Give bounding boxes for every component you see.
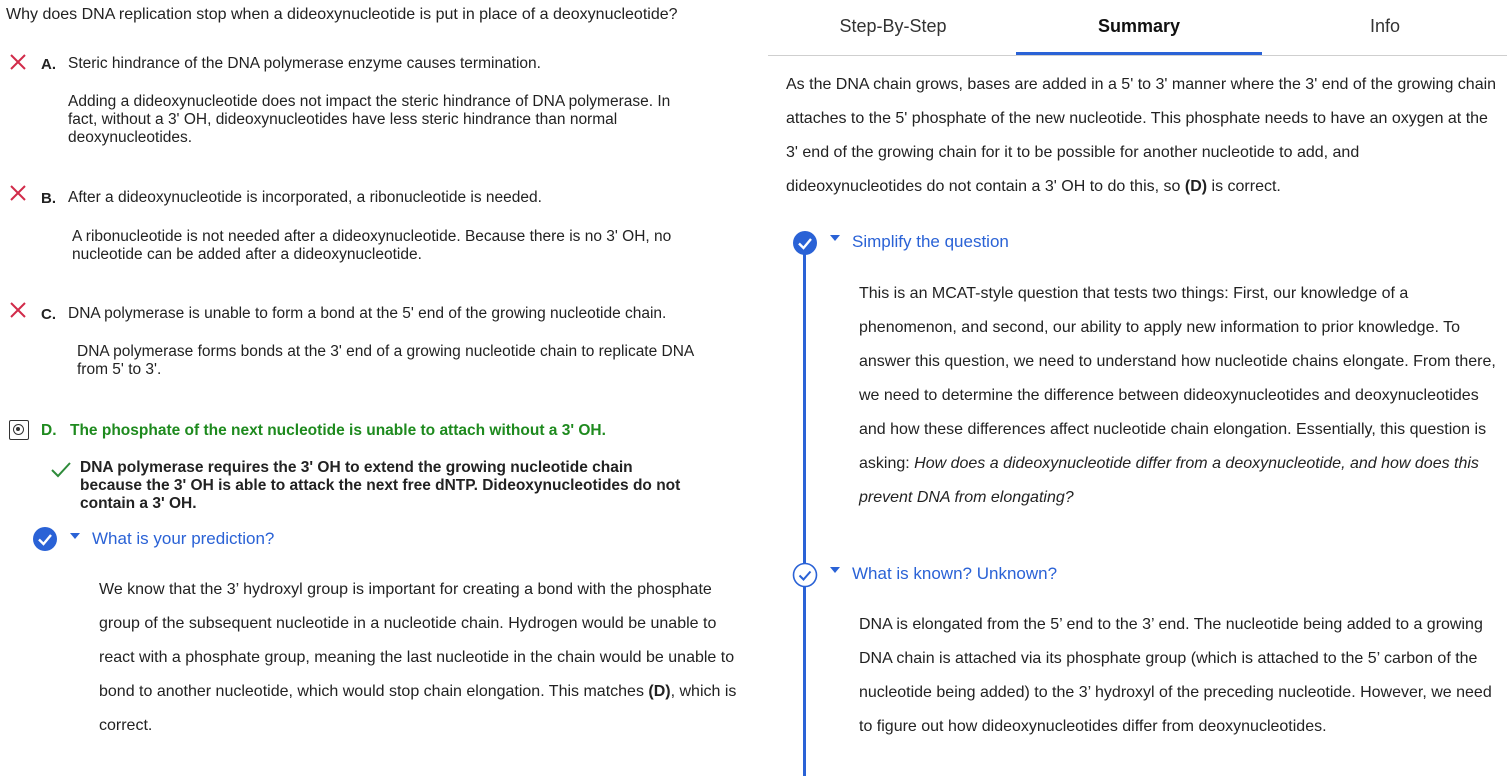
option-c-letter[interactable]: C.: [41, 306, 56, 323]
summary-answer: (D): [1184, 178, 1208, 195]
incorrect-x-icon: [9, 184, 27, 202]
explanation-line: because the 3' OH is able to attack the next free dNTP. Dideoxynucleotides do not: [80, 477, 681, 494]
prediction-step-title[interactable]: What is your prediction?: [92, 529, 275, 548]
option-a-text[interactable]: Steric hindrance of the DNA polymerase enzyme causes termination.: [68, 55, 541, 72]
step-body-text: This is an MCAT-style question that tests two things: First, our knowledge of a phenomenon, and second, our ability to apply new information to prior knowledge. To answer this question, we need to understand how nucleotide chains elongate. From there, we need to determine the difference between dideoxynucleotides and deoxynucleotides and how these differences affect nucleotide chain elongation. Essentially, this question is asking:: [859, 285, 1496, 472]
chevron-down-icon[interactable]: [830, 567, 840, 573]
incorrect-x-icon: [9, 301, 27, 319]
tab-summary[interactable]: Summary: [1097, 16, 1181, 36]
step-simplify-body: [859, 277, 1499, 515]
step-simplify-title[interactable]: Simplify the question: [852, 232, 1009, 251]
explanation-line: Adding a dideoxynucleotide does not impact the steric hindrance of DNA polymerase. In: [68, 93, 671, 110]
tab-info[interactable]: Info: [1369, 16, 1401, 36]
step-known-title[interactable]: What is known? Unknown?: [852, 564, 1058, 583]
check-circle-icon: [792, 230, 818, 256]
option-d-letter[interactable]: D.: [41, 422, 57, 439]
incorrect-x-icon: [9, 53, 27, 71]
option-a-explanation: [68, 93, 670, 147]
option-d-explanation: [80, 459, 740, 513]
step-known-body: DNA is elongated from the 5’ end to the 3’ end. The nucleotide being added to a growing DNA chain is attached via its phosphate group (which is attached to the 5’ carbon of the nucleotide being added) to the 3’ hydroxyl of the preceding nucleotide. However, we need to figure out how dideoxynucleotides differ from deoxynucleotides.: [859, 616, 1492, 735]
step-body-question: How does a dideoxynucleotide differ from a deoxynucleotide, and how does this prevent DNA from elongating?: [859, 455, 1479, 506]
option-d-text[interactable]: The phosphate of the next nucleotide is unable to attach without a 3' OH.: [70, 422, 606, 439]
summary-body-end: is correct.: [1207, 178, 1281, 195]
prediction-text-end: , which is correct.: [99, 683, 737, 734]
tab-step-by-step[interactable]: Step-By-Step: [839, 16, 947, 36]
chevron-down-icon[interactable]: [70, 533, 80, 539]
explanation-line: DNA polymerase forms bonds at the 3' end of a growing nucleotide chain to replicate DNA: [77, 343, 695, 360]
check-circle-icon: [32, 526, 58, 552]
explanation-line: nucleotide can be added after a dideoxynucleotide.: [72, 246, 422, 263]
option-c-text[interactable]: DNA polymerase is unable to form a bond at the 5' end of the growing nucleotide chain.: [68, 305, 667, 322]
prediction-step-body: [99, 573, 747, 743]
check-circle-outline-icon: [792, 562, 818, 588]
explanation-line: DNA polymerase requires the 3' OH to extend the growing nucleotide chain: [80, 459, 633, 476]
summary-body: As the DNA chain grows, bases are added in a 5' to 3' manner where the 3' end of the growing chain attaches to the 5' phosphate of the new nucleotide. This phosphate needs to have an oxygen at the 3' end of the growing chain for it to be possible for another nucleotide to add, and dideoxynucleotides do not contain a 3' OH to do this, so: [786, 76, 1497, 195]
option-b-letter[interactable]: B.: [41, 190, 56, 207]
chevron-down-icon[interactable]: [830, 235, 840, 241]
selected-radio-button[interactable]: [9, 420, 29, 440]
option-a-letter[interactable]: A.: [41, 56, 56, 73]
correct-check-icon: [50, 458, 72, 480]
prediction-text: We know that the 3’ hydroxyl group is important for creating a bond with the phosphate group of the subsequent nucleotide in a nucleotide chain. Hydrogen would be unable to react with a phosphate group, meaning the last nucleotide in the chain would be unable to bond to another nucleotide, which would stop chain elongation. This matches: [99, 581, 735, 700]
explanation-line: fact, without a 3' OH, dideoxynucleotides have less steric hindrance than normal: [68, 111, 618, 128]
option-b-explanation: [72, 228, 671, 264]
option-c-explanation: [77, 343, 694, 379]
explanation-line: from 5' to 3'.: [77, 361, 162, 378]
tab-bar: [768, 0, 1507, 56]
explanation-line: contain a 3' OH.: [80, 495, 197, 512]
prediction-answer: (D): [648, 683, 671, 700]
explanation-line: deoxynucleotides.: [68, 129, 193, 146]
summary-text: [786, 68, 1498, 204]
step-timeline-line: [803, 244, 806, 776]
question-text: Why does DNA replication stop when a dideoxynucleotide is put in place of a deoxynucleotide?: [6, 6, 678, 23]
explanation-line: A ribonucleotide is not needed after a dideoxynucleotide. Because there is no 3' OH, no: [72, 228, 672, 245]
active-tab-indicator: [1016, 52, 1262, 55]
option-b-text[interactable]: After a dideoxynucleotide is incorporated, a ribonucleotide is needed.: [68, 189, 542, 206]
